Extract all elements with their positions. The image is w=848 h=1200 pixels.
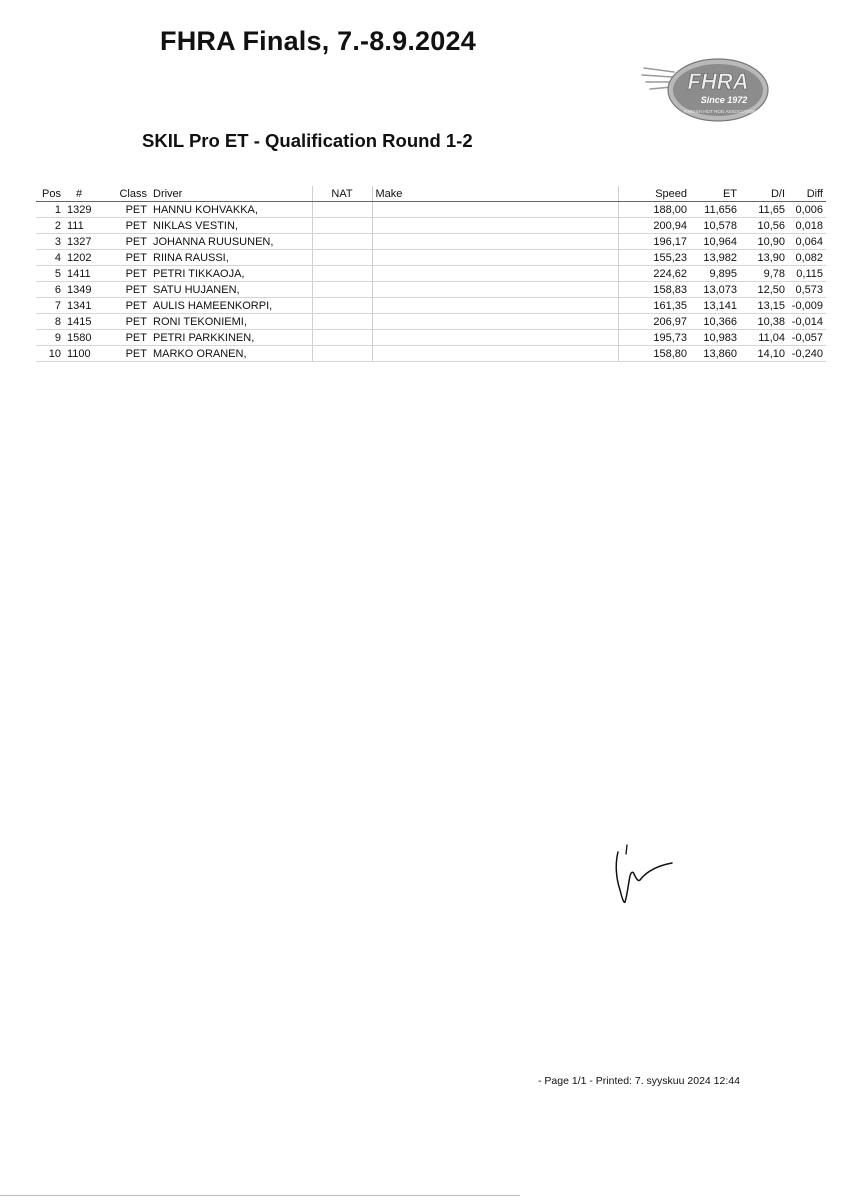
table-row bbox=[36, 250, 826, 266]
cell-di: 11,65 bbox=[740, 202, 788, 218]
cell-make bbox=[372, 218, 618, 234]
cell-speed: 158,80 bbox=[618, 346, 690, 362]
table-row bbox=[36, 282, 826, 298]
cell-di: 10,90 bbox=[740, 234, 788, 250]
cell-driver: PETRI TIKKAOJA, bbox=[150, 266, 312, 282]
cell-number: 1415 bbox=[64, 314, 94, 330]
cell-make bbox=[372, 234, 618, 250]
cell-nat bbox=[312, 330, 372, 346]
cell-driver: PETRI PARKKINEN, bbox=[150, 330, 312, 346]
fhra-logo bbox=[640, 56, 772, 128]
cell-number: 1100 bbox=[64, 346, 94, 362]
cell-pos: 5 bbox=[36, 266, 64, 282]
cell-pos: 8 bbox=[36, 314, 64, 330]
cell-di: 12,50 bbox=[740, 282, 788, 298]
cell-diff: 0,573 bbox=[788, 282, 826, 298]
cell-driver: AULIS HAMEENKORPI, bbox=[150, 298, 312, 314]
header-driver: Driver bbox=[150, 186, 312, 202]
header-di: D/I bbox=[740, 186, 788, 202]
logo-org: FINNISH HOT ROD ASSOCIATION bbox=[683, 109, 757, 114]
cell-diff: 0,018 bbox=[788, 218, 826, 234]
table-row bbox=[36, 266, 826, 282]
cell-nat bbox=[312, 266, 372, 282]
table-row bbox=[36, 202, 826, 218]
cell-di: 14,10 bbox=[740, 346, 788, 362]
cell-make bbox=[372, 330, 618, 346]
cell-di: 11,04 bbox=[740, 330, 788, 346]
cell-class: PET bbox=[94, 282, 150, 298]
cell-make bbox=[372, 266, 618, 282]
cell-diff: -0,009 bbox=[788, 298, 826, 314]
cell-diff: -0,014 bbox=[788, 314, 826, 330]
cell-et: 13,141 bbox=[690, 298, 740, 314]
page-title: FHRA Finals, 7.-8.9.2024 bbox=[160, 26, 476, 56]
cell-di: 10,38 bbox=[740, 314, 788, 330]
cell-diff: 0,082 bbox=[788, 250, 826, 266]
cell-diff: 0,006 bbox=[788, 202, 826, 218]
header-number: # bbox=[64, 186, 94, 202]
cell-nat bbox=[312, 250, 372, 266]
table-row bbox=[36, 298, 826, 314]
cell-class: PET bbox=[94, 298, 150, 314]
cell-et: 13,982 bbox=[690, 250, 740, 266]
cell-speed: 161,35 bbox=[618, 298, 690, 314]
cell-et: 10,366 bbox=[690, 314, 740, 330]
cell-class: PET bbox=[94, 234, 150, 250]
cell-speed: 158,83 bbox=[618, 282, 690, 298]
page-footer: - Page 1/1 - Printed: 7. syyskuu 2024 12:44 bbox=[538, 1075, 740, 1087]
cell-speed: 196,17 bbox=[618, 234, 690, 250]
header-make: Make bbox=[372, 186, 618, 202]
cell-class: PET bbox=[94, 314, 150, 330]
cell-et: 11,656 bbox=[690, 202, 740, 218]
cell-number: 1329 bbox=[64, 202, 94, 218]
cell-pos: 3 bbox=[36, 234, 64, 250]
table-header-row bbox=[36, 186, 826, 202]
cell-driver: RIINA RAUSSI, bbox=[150, 250, 312, 266]
cell-di: 13,90 bbox=[740, 250, 788, 266]
cell-diff: -0,057 bbox=[788, 330, 826, 346]
cell-nat bbox=[312, 298, 372, 314]
cell-number: 1202 bbox=[64, 250, 94, 266]
header-class: Class bbox=[94, 186, 150, 202]
bottom-divider bbox=[0, 1195, 520, 1196]
cell-class: PET bbox=[94, 218, 150, 234]
cell-number: 1327 bbox=[64, 234, 94, 250]
cell-diff: 0,115 bbox=[788, 266, 826, 282]
cell-pos: 2 bbox=[36, 218, 64, 234]
cell-speed: 200,94 bbox=[618, 218, 690, 234]
cell-nat bbox=[312, 282, 372, 298]
cell-pos: 6 bbox=[36, 282, 64, 298]
cell-class: PET bbox=[94, 346, 150, 362]
cell-pos: 9 bbox=[36, 330, 64, 346]
cell-pos: 1 bbox=[36, 202, 64, 218]
cell-et: 10,578 bbox=[690, 218, 740, 234]
cell-make bbox=[372, 346, 618, 362]
cell-driver: RONI TEKONIEMI, bbox=[150, 314, 312, 330]
qualification-results-table bbox=[36, 186, 826, 362]
header-diff: Diff bbox=[788, 186, 826, 202]
cell-make bbox=[372, 250, 618, 266]
cell-make bbox=[372, 298, 618, 314]
cell-pos: 7 bbox=[36, 298, 64, 314]
cell-class: PET bbox=[94, 250, 150, 266]
cell-nat bbox=[312, 234, 372, 250]
header-pos: Pos bbox=[36, 186, 64, 202]
cell-driver: NIKLAS VESTIN, bbox=[150, 218, 312, 234]
cell-di: 13,15 bbox=[740, 298, 788, 314]
header-speed: Speed bbox=[618, 186, 690, 202]
cell-make bbox=[372, 282, 618, 298]
logo-since: Since 1972 bbox=[700, 95, 748, 105]
cell-number: 1341 bbox=[64, 298, 94, 314]
table-row bbox=[36, 218, 826, 234]
page-subtitle: SKIL Pro ET - Qualification Round 1-2 bbox=[142, 130, 473, 151]
cell-nat bbox=[312, 346, 372, 362]
cell-driver: SATU HUJANEN, bbox=[150, 282, 312, 298]
cell-driver: HANNU KOHVAKKA, bbox=[150, 202, 312, 218]
cell-di: 10,56 bbox=[740, 218, 788, 234]
cell-number: 1411 bbox=[64, 266, 94, 282]
cell-speed: 206,97 bbox=[618, 314, 690, 330]
cell-diff: 0,064 bbox=[788, 234, 826, 250]
cell-make bbox=[372, 314, 618, 330]
cell-et: 13,073 bbox=[690, 282, 740, 298]
table-row bbox=[36, 314, 826, 330]
cell-number: 1580 bbox=[64, 330, 94, 346]
cell-make bbox=[372, 202, 618, 218]
cell-et: 13,860 bbox=[690, 346, 740, 362]
cell-driver: JOHANNA RUUSUNEN, bbox=[150, 234, 312, 250]
cell-speed: 155,23 bbox=[618, 250, 690, 266]
cell-speed: 188,00 bbox=[618, 202, 690, 218]
cell-et: 10,964 bbox=[690, 234, 740, 250]
cell-di: 9,78 bbox=[740, 266, 788, 282]
cell-driver: MARKO ORANEN, bbox=[150, 346, 312, 362]
cell-number: 1349 bbox=[64, 282, 94, 298]
cell-pos: 4 bbox=[36, 250, 64, 266]
cell-class: PET bbox=[94, 266, 150, 282]
cell-class: PET bbox=[94, 202, 150, 218]
cell-et: 9,895 bbox=[690, 266, 740, 282]
cell-pos: 10 bbox=[36, 346, 64, 362]
cell-class: PET bbox=[94, 330, 150, 346]
header-et: ET bbox=[690, 186, 740, 202]
cell-speed: 224,62 bbox=[618, 266, 690, 282]
table-row bbox=[36, 234, 826, 250]
cell-diff: -0,240 bbox=[788, 346, 826, 362]
logo-wordmark: FHRA bbox=[687, 69, 749, 94]
table-row bbox=[36, 330, 826, 346]
cell-nat bbox=[312, 314, 372, 330]
cell-nat bbox=[312, 202, 372, 218]
cell-et: 10,983 bbox=[690, 330, 740, 346]
cell-speed: 195,73 bbox=[618, 330, 690, 346]
table-row bbox=[36, 346, 826, 362]
cell-nat bbox=[312, 218, 372, 234]
handwritten-signature bbox=[612, 842, 676, 908]
header-nat: NAT bbox=[312, 186, 372, 202]
cell-number: 111 bbox=[64, 218, 94, 234]
